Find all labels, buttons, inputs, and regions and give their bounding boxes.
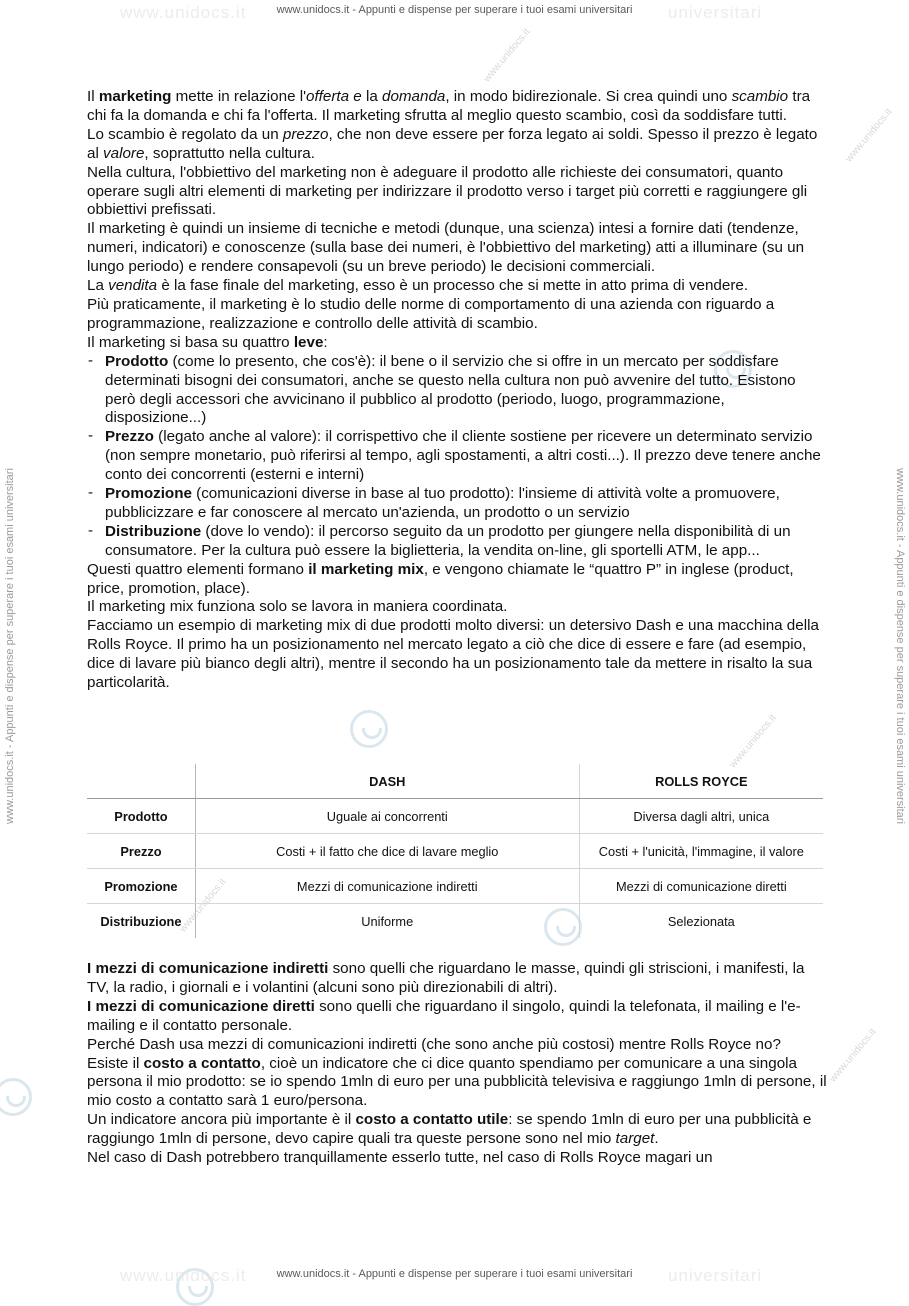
- table-cell: Selezionata: [667, 913, 735, 929]
- table-header-dash: DASH: [195, 764, 579, 799]
- watermark-diagonal: www.unidocs.it: [727, 712, 779, 771]
- text-run: è la fase finale del marketing, esso è un processo che si mette in atto prima di vendere.: [157, 277, 749, 295]
- paragraph: [87, 598, 827, 617]
- table-cell: Diversa dagli altri, unica: [579, 799, 823, 834]
- watermark-logo-icon: [350, 710, 388, 748]
- table-cell: Uniforme: [195, 904, 579, 939]
- text-run: Un indicatore ancora più importante è il: [87, 1111, 356, 1129]
- paragraph: [87, 164, 827, 221]
- paragraph: [87, 960, 827, 998]
- paragraph: [87, 1111, 827, 1149]
- text-run: Più praticamente, il marketing è lo studio delle norme di comportamento di una azienda con riguardo a programmazione, realizzazione e controllo delle attività di scambio.: [87, 295, 775, 332]
- list-item: [87, 523, 827, 561]
- watermark-logo-icon: [0, 1078, 32, 1116]
- text-run: , e vengono chiamate le “quattro P” in inglese (product, price, promotion, place).: [87, 560, 794, 597]
- text-run: La: [87, 277, 109, 295]
- mix-paragraphs: [87, 561, 827, 693]
- table-cell: Costi + il fatto che dice di lavare meglio: [195, 834, 579, 869]
- paragraph: [87, 561, 827, 599]
- text-run: Nella cultura, l'obbiettivo del marketing non è adeguare il prodotto alle richieste dei consumatori, quanto operare sugli altri elementi di marketing per indirizzare il prodotto verso i target più corretti e raggiungere gli obbiettivi prefissati.: [87, 163, 808, 219]
- marketing-mix-table: [87, 764, 823, 938]
- text-run: Il marketing mix funziona solo se lavora in maniera coordinata.: [87, 598, 508, 616]
- paragraph: [87, 88, 827, 126]
- text-run: , cioè un indicatore che ci dice quanto spendiamo per comunicare a una singola persona il mio prodotto: se io spendo 1mln di euro per una pubblicità televisiva e raggiungo 1mln di persone, il mio costo a contatto sarà 1 euro/persona.: [87, 1054, 827, 1110]
- row-label: Distribuzione: [87, 904, 195, 939]
- paragraph: [87, 126, 827, 164]
- watermark-ghost-right: universitari: [668, 3, 763, 22]
- list-item: [87, 353, 827, 429]
- bold-term: Prodotto: [105, 352, 169, 370]
- text-run: (comunicazioni diverse in base al tuo prodotto): l'insieme di attività volte a promuovere, pubblicizzare e far conoscere al mercato un'azienda, un prodotto o un servizio: [105, 485, 780, 521]
- row-label: Prodotto: [87, 799, 195, 834]
- list-item: [87, 428, 827, 485]
- text-run: : se spendo 1mln di euro per una pubblicità e raggiungo 1mln di persone, devo capire quali tra queste persone sono nel mio: [87, 1111, 812, 1148]
- bold-term: marketing: [98, 88, 172, 105]
- table-header-row: [87, 764, 823, 799]
- watermark-left: www.unidocs.it - Appunti e dispense per superare i tuoi esami universitari: [4, 468, 16, 824]
- text-run: Perché Dash usa mezzi di comunicazioni indiretti (che sono anche più costosi) mentre Rolls Royce no?: [87, 1035, 781, 1053]
- document-body-continued: [87, 960, 827, 1168]
- watermark-top: www.unidocs.it - Appunti e dispense per superare i tuoi esami universitari: [276, 4, 633, 16]
- bold-term: costo a contatto: [143, 1054, 261, 1072]
- italic-term: valore: [103, 144, 145, 162]
- watermark-diagonal: www.unidocs.it: [827, 1026, 879, 1085]
- table-header-cell: [87, 764, 195, 799]
- text-run: (dove lo vendo): il percorso seguito da un prodotto per giungere nella disponibilità di un consumatore. Per la cultura può essere la biglietteria, la vendita on-line, gli sportelli ATM, le app...: [105, 522, 791, 559]
- list-item: [87, 485, 827, 523]
- text-run: , soprattutto nella cultura.: [144, 144, 315, 162]
- communication-paragraphs: [87, 960, 827, 1168]
- watermark-logo-icon: [176, 1268, 214, 1306]
- paragraph: [87, 1036, 827, 1055]
- watermark-diagonal: www.unidocs.it: [177, 876, 229, 935]
- text-run: , che non deve essere per forza legato ai soldi. Spesso il prezzo è legato al: [87, 125, 818, 162]
- paragraph: [87, 220, 827, 277]
- text-run: Nel caso di Dash potrebbero tranquillamente esserlo tutte, nel caso di Rolls Royce magari un: [87, 1149, 713, 1167]
- row-label: Prezzo: [87, 834, 195, 869]
- row-label: Promozione: [87, 869, 195, 904]
- text-run: Il: [87, 88, 99, 105]
- italic-term: offerta e: [306, 88, 362, 105]
- bold-term: Distribuzione: [105, 522, 202, 540]
- watermark-diagonal: www.unidocs.it: [481, 26, 533, 85]
- text-run: Questi quattro elementi formano: [87, 560, 309, 578]
- bold-term: I mezzi di comunicazione diretti: [87, 997, 315, 1015]
- text-run: , in modo bidirezionale. Si crea quindi uno: [445, 88, 732, 105]
- table-row: [87, 799, 823, 834]
- bold-term: I mezzi di comunicazione indiretti: [87, 960, 329, 977]
- bold-term: Promozione: [105, 485, 192, 503]
- text-run: mette in relazione l': [171, 88, 307, 105]
- bold-term: leve: [293, 333, 324, 351]
- intro-paragraphs: [87, 88, 827, 353]
- leve-list: [87, 353, 827, 561]
- table-cell: Costi + l'unicità, l'immagine, il valore: [579, 834, 823, 869]
- bold-term: il marketing mix: [308, 560, 424, 578]
- table-cell: Uguale ai concorrenti: [195, 799, 579, 834]
- paragraph: [87, 998, 827, 1036]
- paragraph: [87, 277, 827, 296]
- paragraph: [87, 617, 827, 693]
- paragraph: [87, 1149, 827, 1168]
- table-header-rolls-royce: ROLLS ROYCE: [579, 764, 823, 799]
- text-run: Il marketing è quindi un insieme di tecniche e metodi (dunque, una scienza) intesi a fornire dati (tendenze, numeri, indicatori) e conoscenze (sulla base dei numeri, è l'obbiettivo del marketing) atti a illuminare (su un lungo periodo) e rendere consapevoli (su un breve periodo) le decisioni commerciali.: [87, 220, 805, 276]
- table-row: [87, 869, 823, 904]
- text-run: Il marketing si basa su quattro: [87, 333, 294, 351]
- watermark-diagonal: www.unidocs.it: [843, 106, 895, 165]
- italic-term: scambio: [731, 88, 789, 105]
- text-run: Facciamo un esempio di marketing mix di due prodotti molto diversi: un detersivo Dash e una macchina della Rolls Royce. Il primo ha un posizionamento nel mercato legato a ciò che dice di essere e fare (ad esempio, dice di lavare più bianco degli altri), mentre il secondo ha un posizionamento tale da mettere in risalto la sua particolarità.: [87, 617, 819, 692]
- paragraph: [87, 334, 827, 353]
- italic-term: vendita: [108, 277, 158, 295]
- paragraph: [87, 296, 827, 334]
- table-cell: Mezzi di comunicazione diretti: [579, 869, 823, 904]
- text-run: Esiste il: [87, 1054, 144, 1072]
- italic-term: prezzo: [282, 125, 329, 143]
- italic-term: target: [615, 1130, 655, 1148]
- text-run: sono quelli che riguardano il singolo, quindi la telefonata, il mailing e l'e-mailing e il contatto personale.: [87, 997, 801, 1034]
- text-run: tra chi fa la domanda e chi fa l'offerta. Il marketing sfrutta al meglio questo scambio, così da soddisfare tutti.: [87, 88, 811, 124]
- table-row: [87, 904, 823, 939]
- watermark-ghost-left: www.unidocs.it: [120, 3, 247, 22]
- text-run: Lo scambio è regolato da un: [87, 125, 283, 143]
- italic-term: domanda: [382, 88, 446, 105]
- watermark-ghost-right-bottom: universitari: [668, 1266, 763, 1285]
- text-run: (come lo presento, che cos'è): il bene o il servizio che si offre in un mercato per soddisfare determinati bisogni dei consumatori, anche se questo nella cultura non può avvenire del tutto. Esistono però degli accessori che avvicinano il pubblico al prodotto (periodo, luogo, programmazione, disposizione...): [105, 352, 796, 427]
- document-body: [87, 88, 827, 693]
- text-run: sono quelli che riguardano le masse, quindi gli striscioni, i manifesti, la TV, la radio, i giornali e i volantini (alcuni sono più direzionabili di altri).: [87, 960, 805, 996]
- watermark-bottom: www.unidocs.it - Appunti e dispense per superare i tuoi esami universitari: [276, 1268, 633, 1280]
- text-run: :: [323, 333, 328, 351]
- watermark-ghost-left-bottom: www.unidocs.it: [120, 1266, 247, 1285]
- text-run: (legato anche al valore): il corrispettivo che il cliente sostiene per ricevere un determinato servizio (non sempre monetario, può riferirsi al tempo, agli spostamenti, a altri costi...). Il prezzo deve tenere anche conto dei concorrenti (esterni e interni): [105, 428, 821, 484]
- watermark-right: www.unidocs.it - Appunti e dispense per superare i tuoi esami universitari: [894, 468, 906, 824]
- bold-term: Prezzo: [105, 428, 154, 446]
- bold-term: costo a contatto utile: [355, 1111, 509, 1129]
- text-run: .: [654, 1130, 659, 1148]
- table-cell: Mezzi di comunicazione indiretti: [195, 869, 579, 904]
- text-run: la: [361, 88, 383, 105]
- table-row: [87, 834, 823, 869]
- paragraph: [87, 1055, 827, 1112]
